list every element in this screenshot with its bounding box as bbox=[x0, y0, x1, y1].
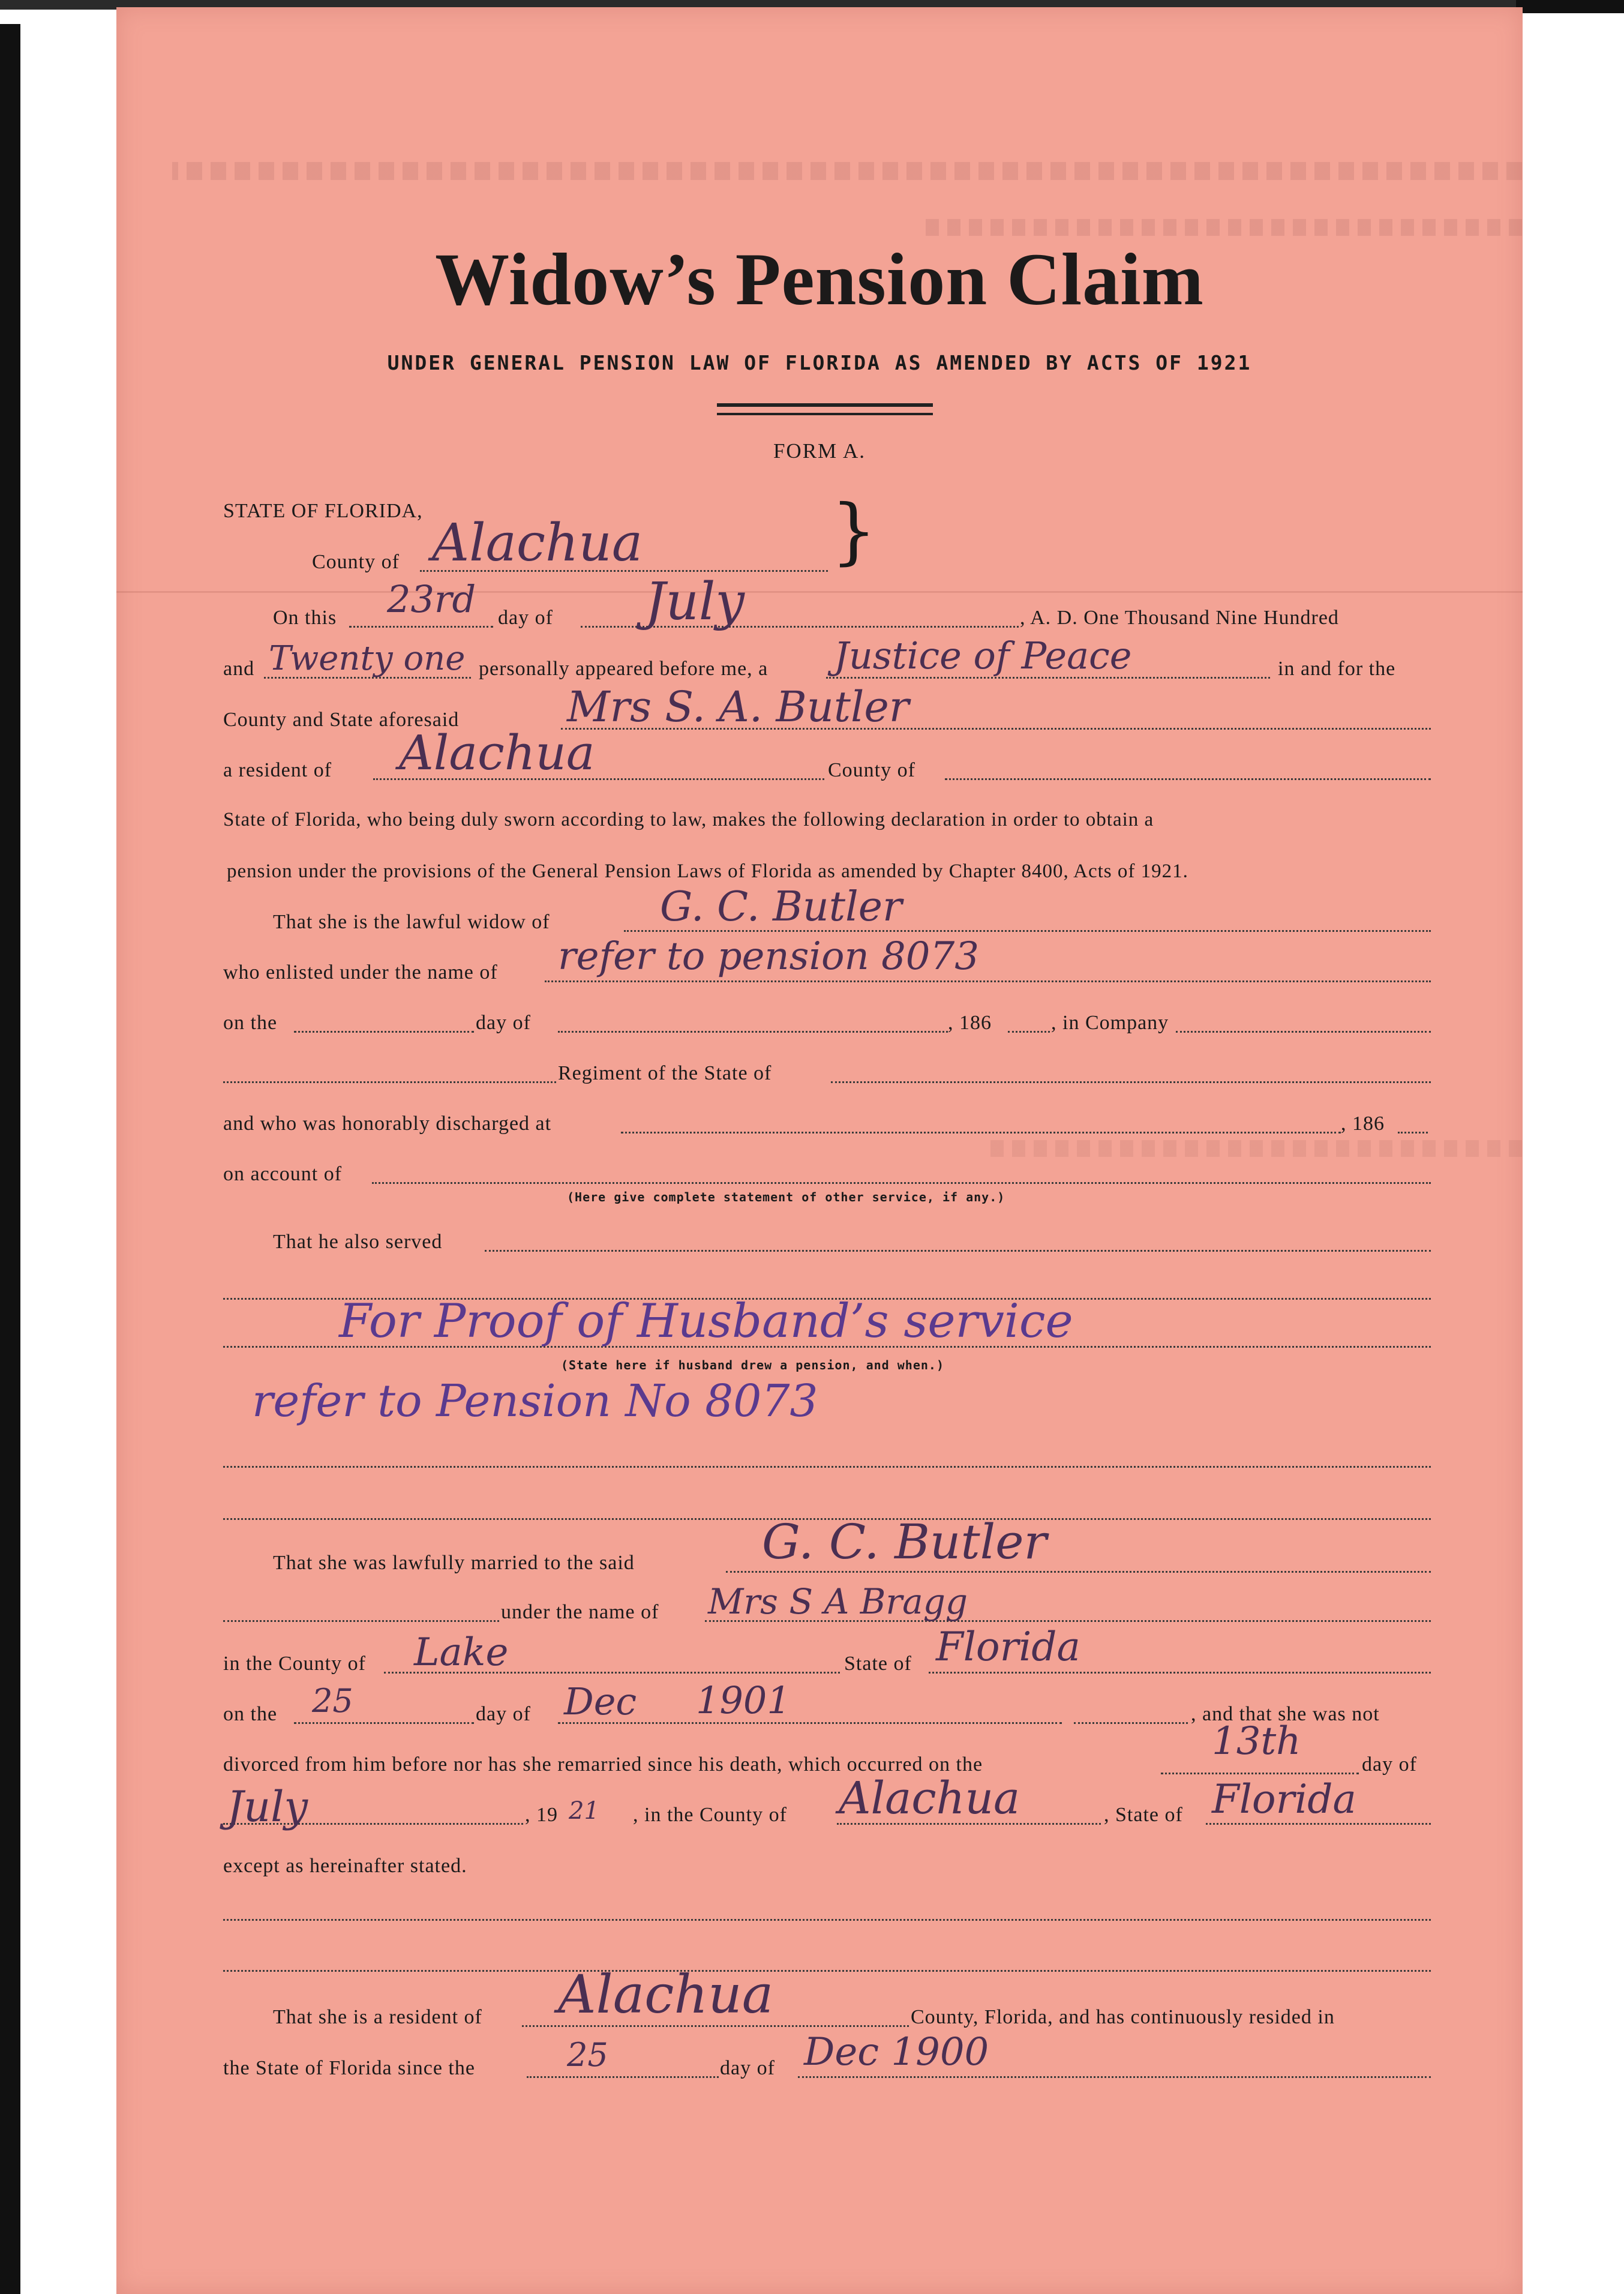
death-day-of-label: day of bbox=[1362, 1753, 1417, 1776]
proof-handwritten: For Proof of Husband’s service bbox=[339, 1294, 1073, 1348]
regiment-line bbox=[223, 1081, 556, 1083]
death-state-handwritten: Florida bbox=[1212, 1776, 1356, 1822]
year-words-handwritten: Twenty one bbox=[269, 639, 466, 678]
since-date-handwritten: Dec 1900 bbox=[804, 2030, 989, 2074]
husband-handwritten: G. C. Butler bbox=[660, 883, 902, 931]
year-186-label: , 186 bbox=[948, 1012, 992, 1034]
appeared-text: personally appeared before me, a bbox=[479, 658, 769, 680]
marriage-day-handwritten: 25 bbox=[312, 1682, 353, 1720]
enlisted-line bbox=[545, 980, 1431, 982]
company-label: , in Company bbox=[1051, 1012, 1169, 1034]
county-handwritten: Alachua bbox=[432, 513, 643, 573]
marriage-extra-line bbox=[1074, 1722, 1188, 1724]
county-state-label: County and State aforesaid bbox=[223, 709, 460, 731]
county-of-label: County of bbox=[828, 759, 915, 781]
death-county-label: , in the County of bbox=[633, 1804, 787, 1826]
married-handwritten: G. C. Butler bbox=[762, 1514, 1047, 1570]
marriage-day-of-label: day of bbox=[476, 1703, 531, 1725]
paper-fold-line bbox=[116, 591, 1523, 593]
marriage-on-label: on the bbox=[223, 1703, 278, 1725]
county-florida-text: County, Florida, and has continuously resided in bbox=[911, 2006, 1335, 2028]
day-line bbox=[349, 626, 493, 628]
county-of-line bbox=[945, 778, 1431, 780]
married-line bbox=[726, 1571, 1431, 1573]
marriage-day-line bbox=[294, 1722, 474, 1724]
regiment-label: Regiment of the State of bbox=[558, 1062, 772, 1084]
widow-of-label: That she is the lawful widow of bbox=[273, 911, 550, 933]
marriage-county-handwritten: Lake bbox=[414, 1630, 509, 1675]
on-the-label: on the bbox=[223, 1012, 278, 1034]
county-label: County of bbox=[312, 551, 400, 573]
residence-label: That she is a resident of bbox=[273, 2006, 482, 2028]
resident-handwritten: Alachua bbox=[399, 725, 595, 781]
blank-line-2 bbox=[223, 1466, 1431, 1468]
death-month-handwritten: July bbox=[227, 1782, 308, 1831]
death-year-handwritten: 21 bbox=[569, 1797, 599, 1825]
pension-note: (State here if husband drew a pension, and when.) bbox=[561, 1358, 945, 1372]
blank-line-4 bbox=[223, 1919, 1431, 1921]
death-year-prefix: , 19 bbox=[525, 1804, 558, 1826]
title-rule-top bbox=[717, 403, 933, 407]
enlisted-label: who enlisted under the name of bbox=[223, 961, 498, 983]
marriage-state-label: State of bbox=[844, 1653, 912, 1675]
on-account-label: on account of bbox=[223, 1163, 343, 1185]
married-label: That she was lawfully married to the said bbox=[273, 1552, 635, 1574]
and-label: and bbox=[223, 658, 255, 680]
other-service-note: (Here give complete statement of other service, if any.) bbox=[567, 1190, 1005, 1204]
regiment-state-line bbox=[831, 1081, 1431, 1083]
refer-handwritten: refer to Pension No 8073 bbox=[252, 1375, 818, 1427]
under-name-label: under the name of bbox=[501, 1601, 659, 1623]
since-day-handwritten: 25 bbox=[567, 2036, 608, 2074]
since-day-line bbox=[527, 2076, 719, 2078]
death-county-handwritten: Alachua bbox=[839, 1773, 1020, 1824]
enlist-day-line bbox=[294, 1031, 474, 1033]
day-of-label: day of bbox=[498, 607, 553, 629]
death-state-line bbox=[1206, 1823, 1431, 1825]
state-label: STATE OF FLORIDA, bbox=[223, 500, 423, 522]
marriage-month-handwritten: Dec bbox=[564, 1680, 637, 1723]
residence-county-line bbox=[522, 2025, 909, 2027]
discharged-year-line bbox=[1398, 1132, 1428, 1133]
marriage-county-label: in the County of bbox=[223, 1653, 366, 1675]
enlist-day-of-label: day of bbox=[476, 1012, 531, 1034]
marriage-state-handwritten: Florida bbox=[936, 1624, 1080, 1670]
residence-county-handwritten: Alachua bbox=[558, 1963, 774, 2025]
scan-edge-right bbox=[1516, 0, 1624, 13]
resident-label: a resident of bbox=[223, 759, 332, 781]
officer-handwritten: Justice of Peace bbox=[834, 634, 1132, 677]
under-name-lead-line bbox=[223, 1620, 499, 1622]
bleed-through-texture bbox=[172, 162, 1522, 180]
sworn-text: State of Florida, who being duly sworn according to law, makes the following declaration in order to obtain a bbox=[223, 809, 1154, 830]
death-day-line bbox=[1161, 1773, 1359, 1774]
death-day-handwritten: 13th bbox=[1212, 1719, 1301, 1764]
also-served-line bbox=[485, 1250, 1431, 1252]
month-handwritten: July bbox=[645, 572, 745, 632]
since-date-line bbox=[798, 2076, 1431, 2078]
form-label: FORM A. bbox=[773, 439, 866, 463]
header-brace: } bbox=[831, 490, 877, 573]
except-text: except as hereinafter stated. bbox=[223, 1855, 467, 1877]
year-186-line bbox=[1008, 1031, 1050, 1033]
on-account-line bbox=[372, 1182, 1431, 1184]
death-state-label: , State of bbox=[1104, 1804, 1183, 1826]
scan-edge-left bbox=[0, 24, 20, 2294]
enlisted-handwritten: refer to pension 8073 bbox=[558, 934, 979, 979]
discharged-label: and who was honorably discharged at bbox=[223, 1112, 552, 1135]
marriage-year-handwritten: 1901 bbox=[696, 1678, 791, 1722]
bleed-through-texture bbox=[922, 219, 1522, 236]
day-handwritten: 23rd bbox=[387, 577, 476, 621]
discharged-line bbox=[621, 1132, 1341, 1133]
marriage-state-line bbox=[929, 1672, 1431, 1674]
company-line bbox=[1176, 1031, 1431, 1033]
since-label: the State of Florida since the bbox=[223, 2057, 475, 2079]
form-subtitle: UNDER GENERAL PENSION LAW OF FLORIDA AS AMENDED BY ACTS OF 1921 bbox=[387, 351, 1252, 374]
bleed-through-texture bbox=[982, 1140, 1522, 1157]
blank-line-5 bbox=[223, 1970, 1431, 1972]
form-title: Widow’s Pension Claim bbox=[435, 238, 1204, 320]
also-served-label: That he also served bbox=[273, 1231, 443, 1253]
discharged-year-label: , 186 bbox=[1341, 1112, 1385, 1135]
in-for-text: in and for the bbox=[1278, 658, 1396, 680]
since-day-of-label: day of bbox=[720, 2057, 775, 2079]
divorced-text: divorced from him before nor has she remarried since his death, which occurred on the bbox=[223, 1753, 983, 1776]
maiden-name-handwritten: Mrs S A Bragg bbox=[708, 1581, 968, 1622]
claimant-handwritten: Mrs S. A. Butler bbox=[567, 682, 909, 731]
enlist-month-line bbox=[558, 1031, 948, 1033]
not-divorced-text: , and that she was not bbox=[1191, 1703, 1380, 1725]
on-this-label: On this bbox=[273, 607, 337, 629]
ad-text: , A. D. One Thousand Nine Hundred bbox=[1020, 607, 1339, 629]
title-rule-bottom bbox=[717, 413, 933, 415]
pension-text: pension under the provisions of the General Pension Laws of Florida as amended by Chapter 8400, Acts of 1921. bbox=[227, 860, 1188, 882]
